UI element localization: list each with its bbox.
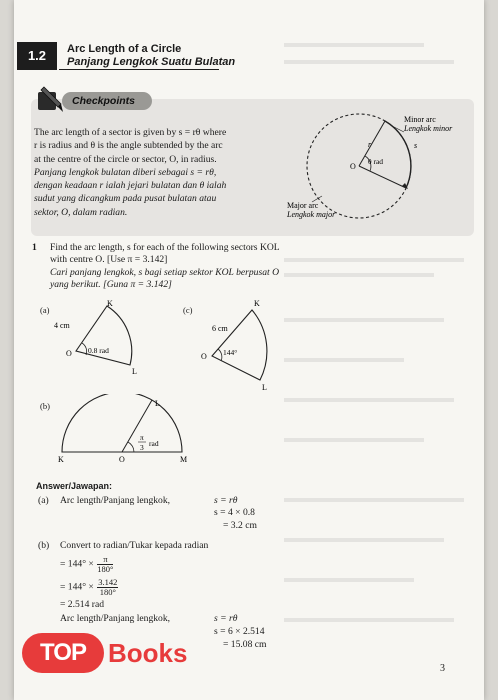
answer-a-label: Arc length/Panjang lengkok, [60,495,171,506]
section-title-en: Arc Length of a Circle [67,43,182,55]
section-title-ms: Panjang Lengkok Suatu Bulatan [67,56,236,68]
major-arc-label-ms: Lengkok major [287,210,336,219]
question-line-ms: yang berikut. [Guna π = 3.142] [50,278,172,290]
checkpoint-line: at the centre of the circle or sector, O, in radius. [34,153,217,165]
logo-top: TOP [22,633,104,673]
point-k: K [254,299,260,308]
angle-c: 144° [223,348,238,357]
radius-c: 6 cm [212,324,228,333]
sector-a-outline [76,306,132,365]
logo-books: Books [108,638,188,668]
pencil-icon [34,84,64,114]
radius-line [359,166,406,188]
denominator: 180° [97,564,114,574]
answer-a-line: = 3.2 cm [223,520,257,531]
section-underline [59,69,219,70]
sector-figure-a [44,298,154,378]
answer-b-line: = 15.08 cm [223,639,267,650]
semicircle-outline [62,394,182,452]
checkpoint-line: r is radius and θ is the angle subtended by the arc [34,140,223,152]
figure-c-tag: (c) [183,305,193,315]
b-step2-pre: = 144° × [60,581,94,593]
fraction [97,555,113,574]
arc-length-label: s [414,141,418,150]
angle-b-unit: rad [149,439,159,448]
page-number: 3 [440,663,445,674]
answer-b-step: = 2.514 rad [60,599,105,610]
answer-a-tag: (a) [38,495,49,506]
point-m: M [180,455,188,464]
sector-figure-c [186,296,286,392]
topbooks-watermark-logo [14,633,214,683]
answer-b-label2: Arc length/Panjang lengkok, [60,613,171,624]
point-o: O [66,349,72,358]
question-number: 1 [32,242,37,253]
checkpoint-line-ms: dengan keadaan r ialah jejari bulatan dan θ ialah [34,180,227,192]
answer-b-step [60,555,114,574]
point-k: K [107,299,113,308]
minor-arc-label-ms: Lengkok minor [404,124,453,133]
radius-label: r [368,140,372,149]
radius-a: 4 cm [54,321,70,330]
centre-label: O [350,162,356,171]
figure-b-tag: (b) [40,401,50,411]
point-o: O [119,455,125,464]
checkpoints-text [34,127,289,220]
denominator: 180° [99,587,116,597]
question-line: Find the arc length, s for each of the following sectors KOL [50,242,280,253]
question-line: with centre O. [Use π = 3.142] [50,254,168,266]
answer-b-line: s = 6 × 2.514 [214,626,265,637]
angle-b-num: π [140,433,144,442]
angle-a: 0.8 rad [88,346,109,355]
point-l: L [262,383,267,392]
checkpoint-line-ms: sektor, O, dalam radian. [34,206,128,218]
answer-b-label: Convert to radian/Tukar kepada radian [60,540,209,551]
checkpoint-line-ms: Panjang lengkok bulatan diberi sebagai s = rθ, [34,166,217,178]
point-l: L [132,367,137,376]
section-number: 1.2 [17,42,57,70]
answer-a-line: s = 4 × 0.8 [214,507,255,518]
checkpoints-badge: Checkpoints [62,92,152,110]
answer-b-step [60,578,119,597]
point-k: K [58,455,64,464]
checkpoint-line-ms: sudut yang dicangkum pada pusat bulatan atau [34,193,217,205]
theta-label: θ rad [368,157,384,166]
radius-ol [122,400,152,452]
checkpoint-line: The arc length of a sector is given by s = rθ where [34,127,227,138]
angle-mark-b [128,442,134,452]
point-l: L [155,399,160,408]
section-header [14,42,484,72]
answer-b-line: s = rθ [214,613,238,624]
answer-a-line: s = rθ [214,495,238,506]
arc-circle-diagram [284,104,464,232]
point-o: O [201,352,207,361]
numerator: π [97,555,113,565]
figure-a-tag: (a) [40,305,50,315]
question-line-ms: Cari panjang lengkok, s bagi setiap sektor KOL berpusat O [50,266,280,278]
sector-figure-b [48,394,208,466]
fraction [97,578,118,597]
b-step1-pre: = 144° × [60,558,94,570]
major-arc-label: Major arc [287,201,319,210]
answer-title: Answer/Jawapan: [36,481,113,491]
answer-b-tag: (b) [38,540,50,551]
section-title [67,43,235,69]
sector-c-outline [212,310,267,380]
numerator: 3.142 [98,577,118,587]
question-text [50,242,350,291]
minor-arc-label: Minor arc [404,115,436,124]
angle-b-den: 3 [140,443,144,452]
textbook-page [14,0,484,700]
